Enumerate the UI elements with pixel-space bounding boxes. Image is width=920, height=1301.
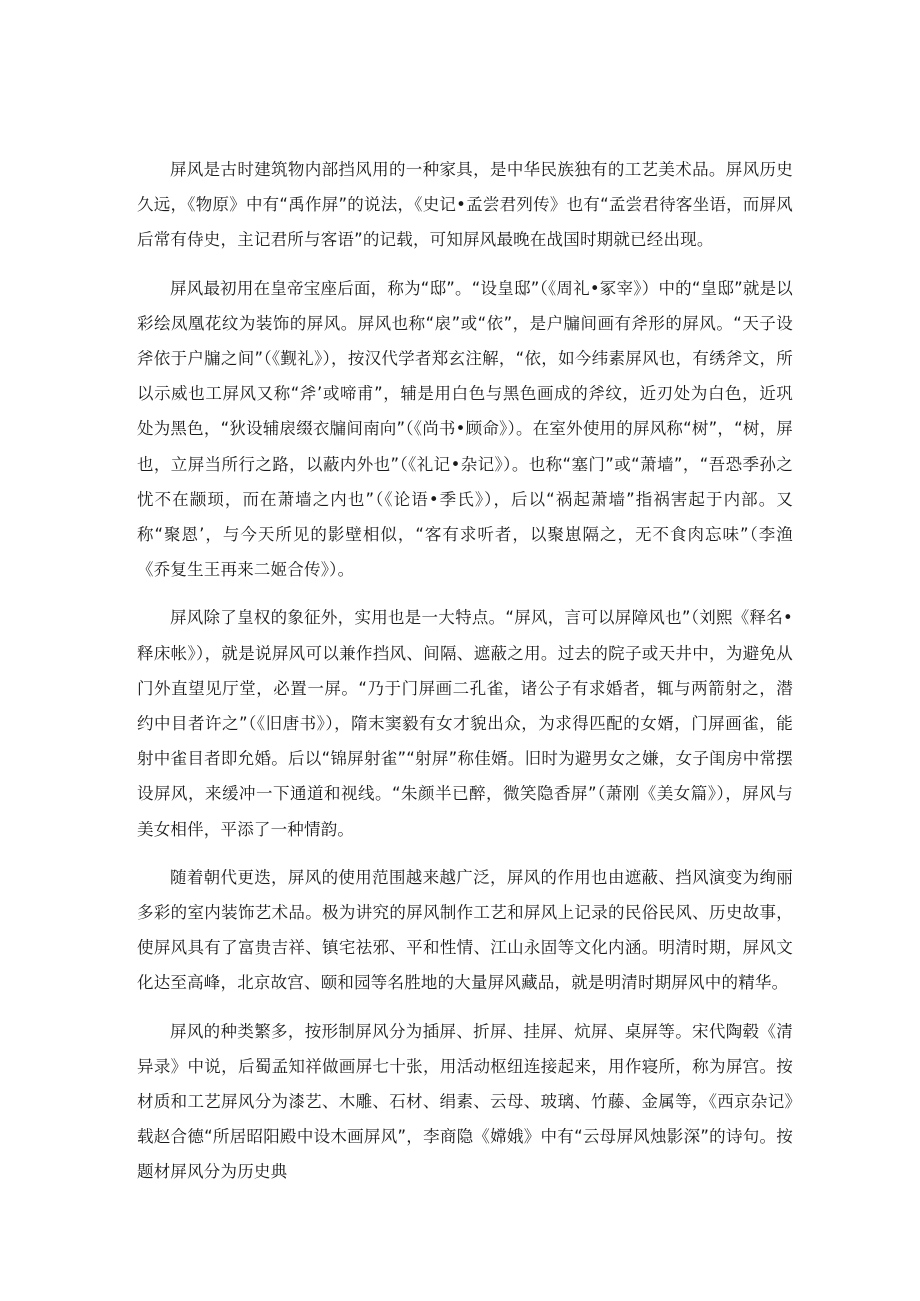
paragraph-3: 屏风除了皇权的象征外，实用也是一大特点。“屏风，言可以屏障风也”（刘熙《释名•释床帐》），就是说屏风可以兼作挡风、间隔、遮蔽之用。过去的院子或天井中，为避免从门外直望见厅堂，必置一屏。“乃于门屏画二孔雀，诸公子有求婚者，辄与两箭射之，潜约中目者许之”（《旧唐书》），隋末窦毅有女才貌出众，为求得匹配的女婿，门屏画雀，能射中雀目者即允婚。后以“锦屏射雀”“射屏”称佳婿。旧时为避男女之嫌，女子闺房中常摆设屏风，来缓冲一下通道和视线。“朱颜半已醉，微笑隐香屏”（萧刚《美女篇》），屏风与美女相伴，平添了一种情韵。	[137, 608, 793, 839]
paragraph-2: 屏风最初用在皇帝宝座后面，称为“邸”。“设皇邸”（《周礼•冢宰》）中的“皇邸”就是以彩绘凤凰花纹为装饰的屏风。屏风也称“扆”或“依”，是户牖间画有斧形的屏风。“天子设斧依于户牖之间”（《觐礼》），按汉代学者郑玄注解，“依，如今纬素屏风也，有绣斧文，所以示威也工屏风又称“斧’或啼甫”，辅是用白色与黑色画成的斧纹，近刃处为白色，近巩处为黑色，“狄设辅扆缀衣牖间南向”（《尚书•顾命》）。在室外使用的屏风称“树”，“树，屏也，立屏当所行之路，以蔽内外也”（《礼记•杂记》）。也称“塞门”或“萧墙”，“吾恐季孙之忧不在颛顼，而在萧墙之内也”（《论语•季氏》），后以“祸起萧墙”指祸害起于内部。又称“聚恩’，与今天所见的影壁相似，“客有求听者，以聚崽隔之，无不食肉忘味”（李渔《乔复生王再来二姬合传》）。	[137, 278, 793, 580]
paragraph-4: 随着朝代更迭，屏风的使用范围越来越广泛，屏风的作用也由遮蔽、挡风演变为绚丽多彩的室内装饰艺术品。极为讲究的屏风制作工艺和屏风上记录的民俗民风、历史故事，使屏风具有了富贵吉祥、镇宅祛邪、平和性情、江山永固等文化内涵。明清时期，屏风文化达至高峰，北京故宫、颐和园等名胜地的大量屏风藏品，就是明清时期屏风中的精华。	[137, 867, 793, 993]
paragraph-1: 屏风是古时建筑物内部挡风用的一种家具，是中华民族独有的工艺美术品。屏风历史久远，《物原》中有“禹作屏”的说法，《史记•孟尝君列传》也有“孟尝君待客坐语，而屏风后常有侍史，主记君所与客语”的记载，可知屏风最晚在战国时期就已经出现。	[137, 160, 793, 250]
paragraph-5: 屏风的种类繁多，按形制屏风分为插屏、折屏、挂屏、炕屏、桌屏等。宋代陶毂《清异录》中说，后蜀孟知祥做画屏七十张，用活动枢纽连接起来，用作寝所，称为屏宫。按材质和工艺屏风分为漆艺、木雕、石材、绢素、云母、玻璃、竹藤、金属等，《西京杂记》载赵合德“所居昭阳殿中设木画屏风”，李商隐《嫦娥》中有“云母屏风烛影深”的诗句。按题材屏风分为历史典	[137, 1021, 793, 1182]
article-body	[137, 152, 793, 1203]
